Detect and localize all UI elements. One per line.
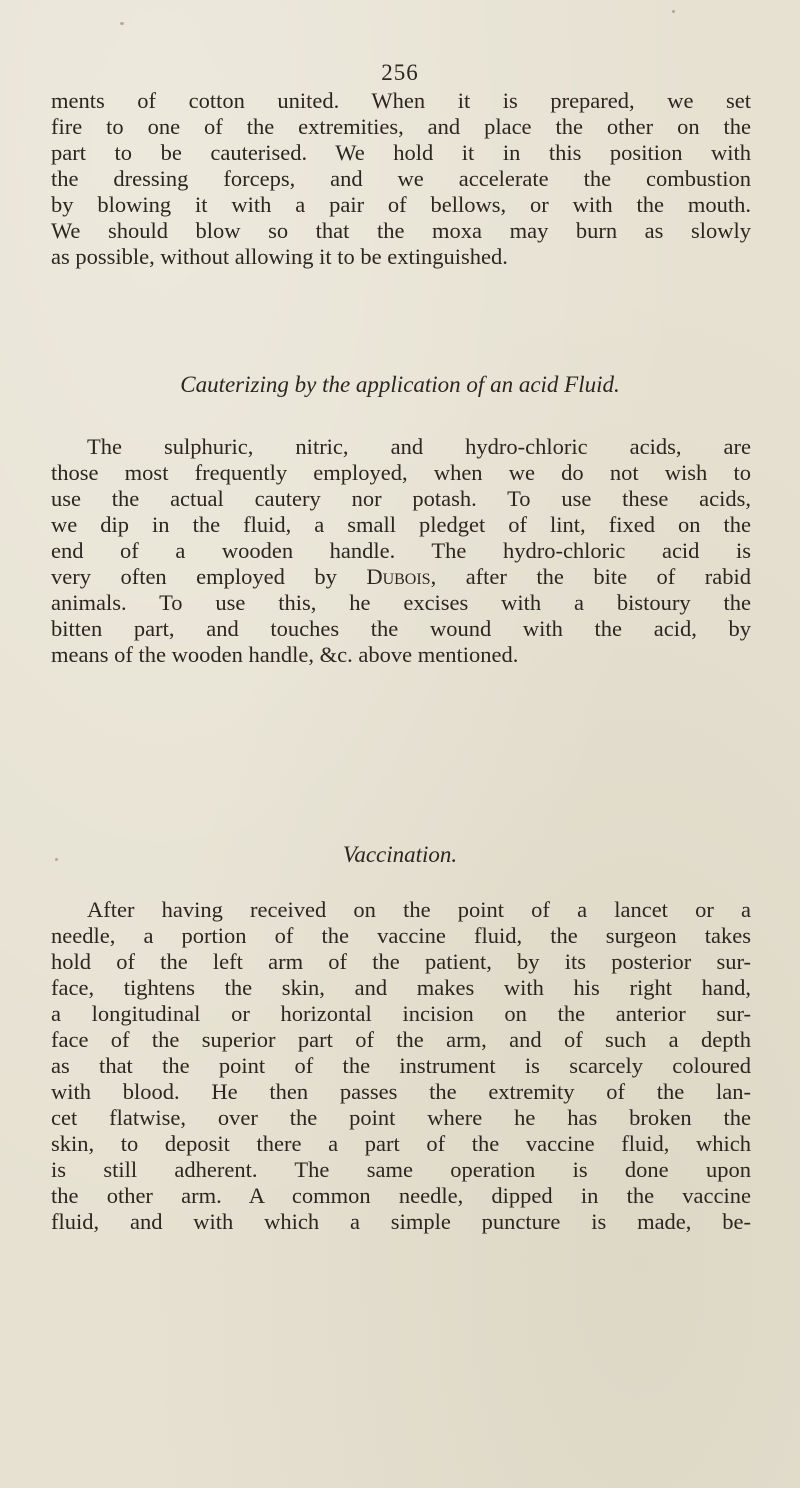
paragraph-moxa [51, 88, 751, 270]
paragraph-acids [51, 434, 751, 668]
text-line: needle, a portion of the vaccine fluid, the surgeon takes [51, 923, 751, 948]
ink-speck [672, 10, 675, 13]
text-line: as that the point of the instrument is scarcely coloured [51, 1053, 751, 1078]
text-line: the other arm. A common needle, dipped in the vaccine [51, 1183, 751, 1208]
text-line: by blowing it with a pair of bellows, or with the mouth. [51, 192, 751, 217]
text-line: fluid, and with which a simple puncture is made, be- [51, 1209, 751, 1234]
text-line: as possible, without allowing it to be extinguished. [51, 244, 508, 269]
text-line: After having received on the point of a lancet or a [87, 897, 751, 922]
text-fragment: very often employed by [51, 564, 367, 589]
paragraph-vaccination [51, 897, 751, 1235]
text-line: end of a wooden handle. The hydro-chloric acid is [51, 538, 751, 563]
text-line: with blood. He then passes the extremity of the lan- [51, 1079, 751, 1104]
text-line: cet flatwise, over the point where he has broken the [51, 1105, 751, 1130]
author-name: Dubois, [366, 564, 437, 589]
text-line: the dressing forceps, and we accelerate the combustion [51, 166, 751, 191]
text-line: face, tightens the skin, and makes with his right hand, [51, 975, 751, 1000]
text-fragment: after the bite of rabid [436, 564, 751, 589]
text-line: animals. To use this, he excises with a bistoury the [51, 590, 751, 615]
section-heading-vaccination: Vaccination. [342, 842, 458, 867]
text-line: hold of the left arm of the patient, by its posterior sur- [51, 949, 751, 974]
text-line: The sulphuric, nitric, and hydro-chloric acids, are [87, 434, 751, 459]
text-line: a longitudinal or horizontal incision on the anterior sur- [51, 1001, 751, 1026]
section-heading-acid: Cauterizing by the application of an acid Fluid. [180, 372, 620, 397]
text-line: We should blow so that the moxa may burn as slowly [51, 218, 751, 243]
text-line: fire to one of the extremities, and place the other on the [51, 114, 751, 139]
text-line: skin, to deposit there a part of the vaccine fluid, which [51, 1131, 751, 1156]
text-line: face of the superior part of the arm, and of such a depth [51, 1027, 751, 1052]
text-line: we dip in the fluid, a small pledget of lint, fixed on the [51, 512, 751, 537]
text-line: those most frequently employed, when we do not wish to [51, 460, 751, 485]
text-line: means of the wooden handle, &c. above mentioned. [51, 642, 519, 667]
text-line: use the actual cautery nor potash. To use these acids, [51, 486, 751, 511]
text-line: ments of cotton united. When it is prepared, we set [51, 88, 751, 113]
text-line: part to be cauterised. We hold it in this position with [51, 140, 751, 165]
ink-speck [120, 22, 124, 25]
text-line: bitten part, and touches the wound with the acid, by [51, 616, 751, 641]
page-number: 256 [381, 60, 419, 85]
text-line: is still adherent. The same operation is done upon [51, 1157, 751, 1182]
text-line-with-name [51, 564, 751, 590]
